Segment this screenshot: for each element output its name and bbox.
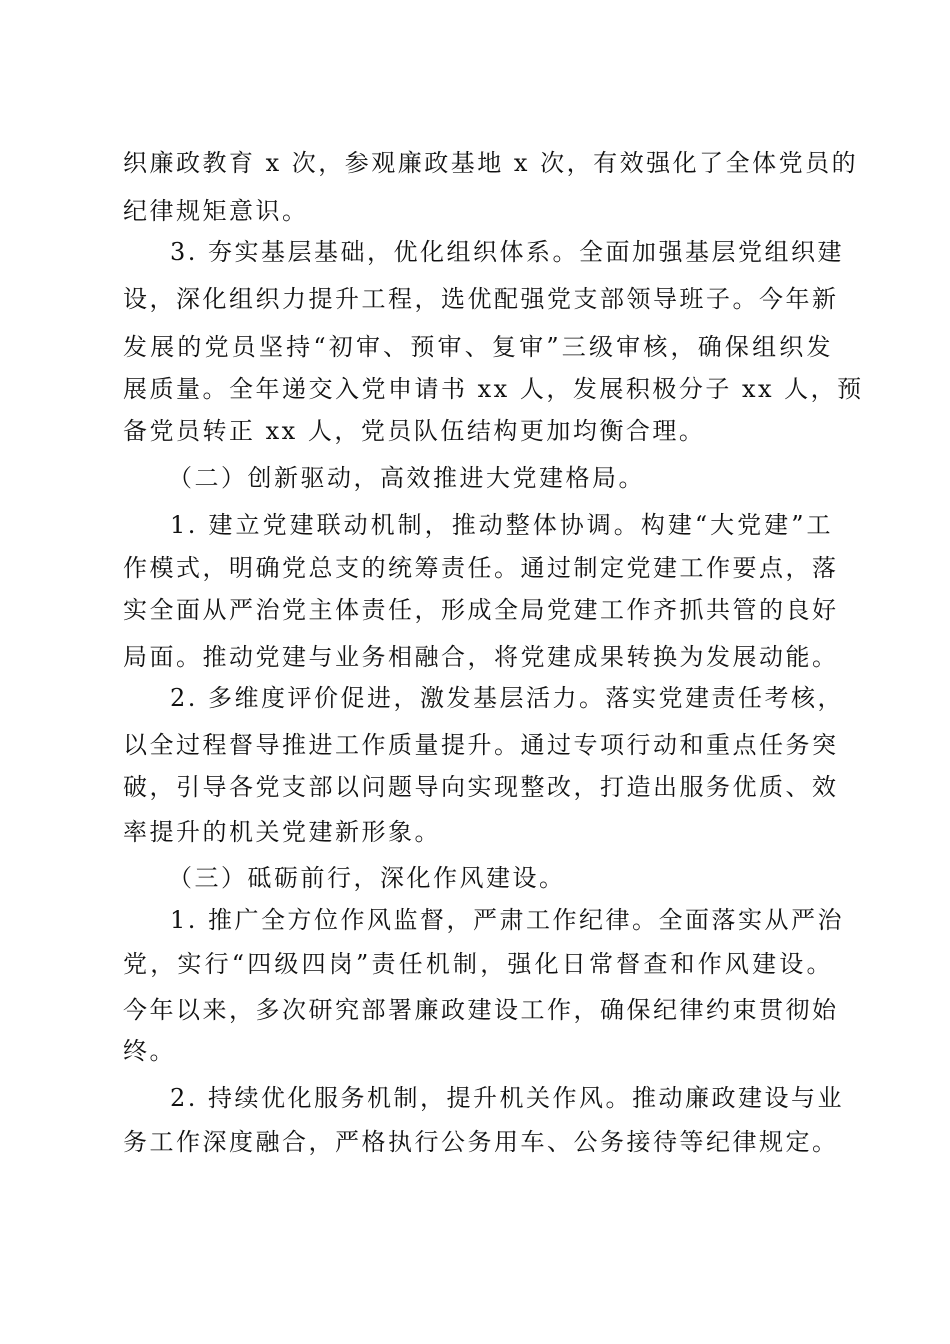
section-heading: （三）砥砺前行，深化作风建设。: [168, 864, 566, 892]
text-line: 终。: [123, 1037, 176, 1065]
text-line: 率提升的机关党建新形象。: [123, 818, 441, 846]
text-line: 务工作深度融合，严格执行公务用车、公务接待等纪律规定。: [123, 1128, 839, 1156]
text-line: 今年以来，多次研究部署廉政建设工作，确保纪律约束贯彻始: [123, 996, 839, 1024]
text-line: 纪律规矩意识。: [123, 197, 309, 225]
section-heading: （二）创新驱动，高效推进大党建格局。: [168, 464, 645, 492]
text-line: 局面。推动党建与业务相融合，将党建成果转换为发展动能。: [123, 643, 839, 671]
text-line: 以全过程督导推进工作质量提升。通过专项行动和重点任务突: [123, 731, 839, 759]
text-line: 实全面从严治党主体责任，形成全局党建工作齐抓共管的良好: [123, 596, 839, 624]
text-line: 1. 推广全方位作风监督，严肃工作纪律。全面落实从严治: [170, 906, 845, 934]
text-line: 3. 夯实基层基础，优化组织体系。全面加强基层党组织建: [170, 238, 845, 266]
text-line: 发展的党员坚持“初审、预审、复审”三级审核，确保组织发: [123, 333, 833, 361]
text-line: 展质量。全年递交入党申请书 xx 人，发展积极分子 xx 人，预: [123, 375, 864, 403]
text-line: 破，引导各党支部以问题导向实现整改，打造出服务优质、效: [123, 773, 839, 801]
text-line: 作模式，明确党总支的统筹责任。通过制定党建工作要点，落: [123, 554, 839, 582]
text-line: 2. 持续优化服务机制，提升机关作风。推动廉政建设与业: [170, 1084, 845, 1112]
text-line: 备党员转正 xx 人，党员队伍结构更加均衡合理。: [123, 417, 706, 445]
text-line: 织廉政教育 x 次，参观廉政基地 x 次，有效强化了全体党员的: [123, 149, 859, 177]
text-line: 设，深化组织力提升工程，选优配强党支部领导班子。今年新: [123, 285, 839, 313]
text-line: 党，实行“四级四岗”责任机制，强化日常督查和作风建设。: [123, 950, 833, 978]
text-line: 2. 多维度评价促进，激发基层活力。落实党建责任考核，: [170, 684, 845, 712]
text-line: 1. 建立党建联动机制，推动整体协调。构建“大党建”工: [170, 511, 833, 539]
